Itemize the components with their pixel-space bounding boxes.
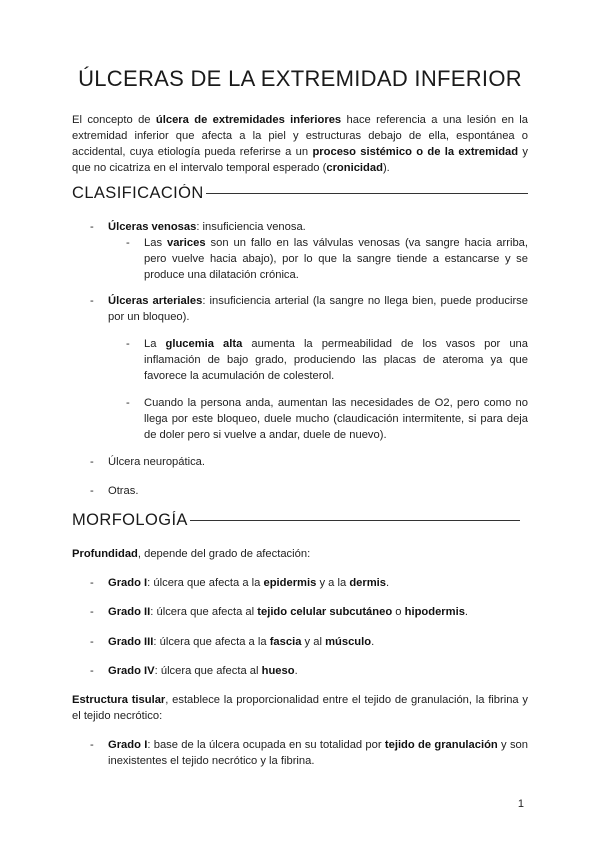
item-bold: Grado IV — [108, 665, 155, 677]
item-bold: Úlceras arteriales — [108, 295, 203, 307]
dash-bullet: - — [90, 221, 94, 233]
item-text: : insuficiencia venosa. — [196, 221, 306, 233]
intro-text: ). — [382, 162, 390, 174]
heading-rule — [206, 193, 528, 194]
item-text: . — [294, 665, 298, 677]
item-text: o — [392, 606, 405, 618]
list-item-arteriales — [90, 293, 528, 325]
section-heading-morfologia — [72, 511, 528, 530]
page-number: 1 — [517, 798, 524, 810]
list-item-grado-1 — [90, 575, 528, 591]
intro-bold: cronicidad — [326, 162, 383, 174]
item-text: Las — [144, 237, 167, 249]
item-bold: Grado II — [108, 606, 151, 618]
list-item-grado-2 — [90, 604, 528, 620]
item-text: : insuficiencia arterial (la sangre no llega bien, puede producirse por un bloqueo). — [108, 295, 528, 323]
item-text: : úlcera que afecta a la — [147, 577, 264, 589]
heading-rule — [190, 520, 520, 521]
dash-bullet: - — [90, 636, 94, 648]
item-text: : base de la úlcera ocupada en su totalidad por — [147, 739, 385, 751]
list-item-estructura-grado-1 — [90, 737, 528, 769]
list-item-otras — [90, 483, 528, 499]
list-item-grado-4 — [90, 663, 528, 679]
section-heading-clasificacion — [72, 184, 528, 203]
item-bold: epidermis — [263, 577, 317, 589]
item-bold: varices — [166, 237, 206, 249]
item-bold: fascia — [269, 636, 302, 648]
dash-bullet: - — [90, 577, 94, 589]
dash-bullet: - — [90, 485, 94, 497]
list-item-neuropatica — [90, 454, 528, 470]
section-heading-text: CLASIFICACIÓN — [72, 184, 204, 202]
intro-text: hace referencia a una lesión en la extremidad inferior que afecta a la piel y estructuras debajo de ella, espontánea o accidental, cuya etiología pueda referirse a un — [72, 114, 529, 158]
intro-bold: úlcera de extremidades inferiores — [155, 114, 342, 126]
item-text: Cuando la persona anda, aumentan las necesidades de O2, pero como no llega por este bloqueo, duele mucho (claudicación intermitente, si para deja de doler pero si vuelve a andar, duele de nuevo). — [144, 397, 528, 441]
list-item-venosas — [90, 219, 528, 235]
estructura-paragraph — [72, 692, 528, 724]
item-text: . — [371, 636, 375, 648]
item-text: aumenta la permeabilidad de los vasos por una inflamación de bajo grado, produciendo las placas de ateroma ya que favorece la acumulación de colesterol. — [144, 338, 528, 382]
item-text: y al — [301, 636, 326, 648]
item-text: son un fallo en las válvulas venosas (va sangre hacia arriba, pero vuelve hacia abajo), por lo que la sangre tiende a estancarse y se produce una dilatación crónica. — [144, 237, 528, 281]
item-bold: Grado I — [108, 577, 148, 589]
list-item-grado-3 — [90, 634, 528, 650]
item-text: . — [386, 577, 390, 589]
dash-bullet: - — [90, 665, 94, 677]
item-bold: músculo — [325, 636, 372, 648]
section-heading-text: MORFOLOGÍA — [72, 511, 188, 529]
page-title: ÚLCERAS DE LA EXTREMIDAD INFERIOR — [78, 66, 522, 91]
item-text: y son inexistentes el tejido necrótico y la fibrina. — [108, 739, 528, 767]
dash-bullet: - — [126, 237, 130, 249]
item-text: : úlcera que afecta a la — [153, 636, 270, 648]
item-text: Úlcera neuropática. — [108, 456, 206, 468]
intro-bold: proceso sistémico o de la extremidad — [312, 146, 519, 158]
item-text: La — [144, 338, 166, 350]
dash-bullet: - — [90, 456, 94, 468]
profundidad-paragraph — [72, 546, 528, 562]
list-subitem-claudicacion — [126, 395, 528, 443]
dash-bullet: - — [90, 606, 94, 618]
item-bold: dermis — [349, 577, 386, 589]
intro-paragraph — [72, 112, 528, 176]
item-bold: Grado I — [108, 739, 148, 751]
dash-bullet: - — [90, 739, 94, 751]
item-bold: hueso — [261, 665, 295, 677]
dash-bullet: - — [126, 338, 130, 350]
item-text: Otras. — [108, 485, 139, 497]
para-text: , establece la proporcionalidad entre el tejido de granulación, la fibrina y el tejido necrótico: — [72, 694, 528, 722]
intro-text: y que no cicatriza en el intervalo temporal esperado ( — [72, 146, 529, 174]
dash-bullet: - — [126, 397, 130, 409]
item-text: y a la — [316, 577, 350, 589]
para-bold: Estructura tisular — [72, 694, 166, 706]
item-text: : úlcera que afecta al — [154, 665, 262, 677]
item-bold: Grado III — [108, 636, 154, 648]
item-bold: tejido de granulación — [384, 739, 498, 751]
para-text: , depende del grado de afectación: — [137, 548, 311, 560]
item-bold: glucemia alta — [165, 338, 243, 350]
list-subitem-varices — [126, 235, 528, 283]
item-text: : úlcera que afecta al — [150, 606, 258, 618]
item-text: . — [464, 606, 469, 618]
intro-text: El concepto de — [72, 114, 156, 126]
dash-bullet: - — [90, 295, 94, 307]
item-bold: hipodermis — [404, 606, 465, 618]
item-bold: tejido celular subcutáneo — [257, 606, 393, 618]
para-bold: Profundidad — [72, 548, 138, 560]
item-bold: Úlceras venosas — [108, 221, 197, 233]
list-subitem-glucemia — [126, 336, 528, 384]
